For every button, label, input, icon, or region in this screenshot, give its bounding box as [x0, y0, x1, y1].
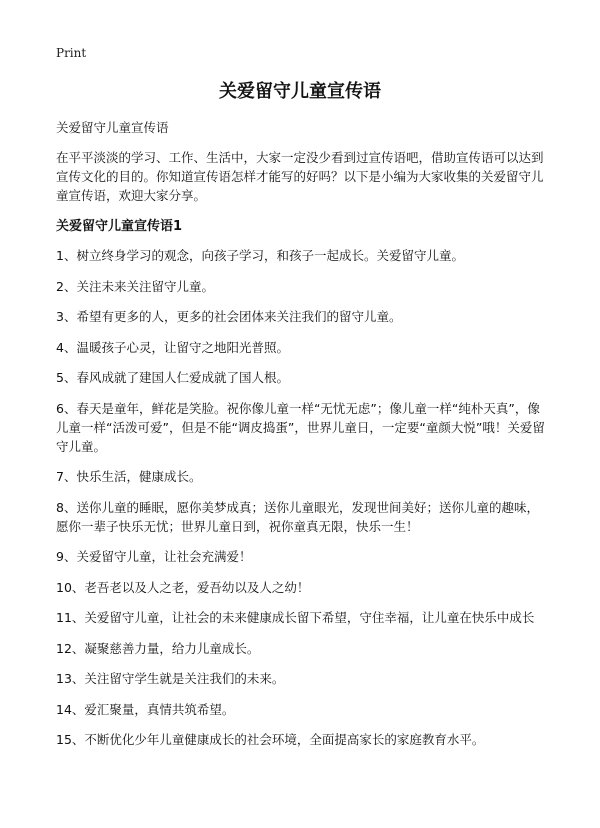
section-heading: 关爱留守儿童宣传语1: [56, 219, 183, 234]
list-item: 11、关爱留守儿童，让社会的未来健康成长留下希望，守住幸福，让儿童在快乐中成长: [56, 610, 535, 625]
list-item: 3、希望有更多的人，更多的社会团体来关注我们的留守儿童。: [56, 309, 402, 324]
list-item: 7、快乐生活，健康成长。: [56, 469, 202, 484]
list-item: 10、老吾老以及人之老，爱吾幼以及人之幼！: [56, 579, 310, 595]
article-body: [56, 118, 548, 761]
list-item: 5、春风成就了建国人仁爱成就了国人根。: [56, 370, 289, 385]
list-item: 9、关爱留守儿童，让社会充满爱！: [56, 549, 252, 564]
page-title: 关爱留守儿童宣传语: [219, 81, 381, 102]
list-item: 12、凝聚慈善力量，给力儿童成长。: [56, 640, 260, 656]
list-item: 1、树立终身学习的观念，向孩子学习，和孩子一起成长。关爱留守儿童。: [56, 248, 464, 263]
list-item: 6、春天是童年，鲜花是笑脸。祝你像儿童一样“无忧无虑”；像儿童一样“纯朴天真”，像儿童一样“活泼可爱”，但是不能“调皮捣蛋”，世界儿童日，一定要“童颜大悦”哦！关爱留守儿童。: [56, 400, 545, 454]
list-item: 13、关注留守学生就是关注我们的未来。: [56, 671, 285, 686]
list-item: 4、温暖孩子心灵，让留守之地阳光普照。: [56, 339, 289, 355]
list-item: 14、爱汇聚量，真情共筑希望。: [56, 701, 235, 717]
article-subtitle: 关爱留守儿童宣传语: [56, 120, 169, 135]
intro-paragraph: 在平平淡淡的学习、工作、生活中，大家一定没少看到过宣传语吧，借助宣传语可以达到宣传文化的目的。你知道宣传语怎样才能写的好吗？以下是小编为大家收集的关爱留守儿童宣传语，欢迎大家分享。: [56, 150, 544, 203]
print-link[interactable]: Print: [56, 46, 87, 60]
list-item: 2、关注未来关注留守儿童。: [56, 278, 214, 294]
list-item: 15、不断优化少年儿童健康成长的社会环境，全面提高家长的家庭教育水平。: [56, 732, 485, 747]
list-item: 8、送你儿童的睡眠，愿你美梦成真；送你儿童眼光，发现世间美好；送你儿童的趣味，愿你一辈子快乐无忧；世界儿童日到，祝你童真无限，快乐一生！: [56, 499, 539, 534]
